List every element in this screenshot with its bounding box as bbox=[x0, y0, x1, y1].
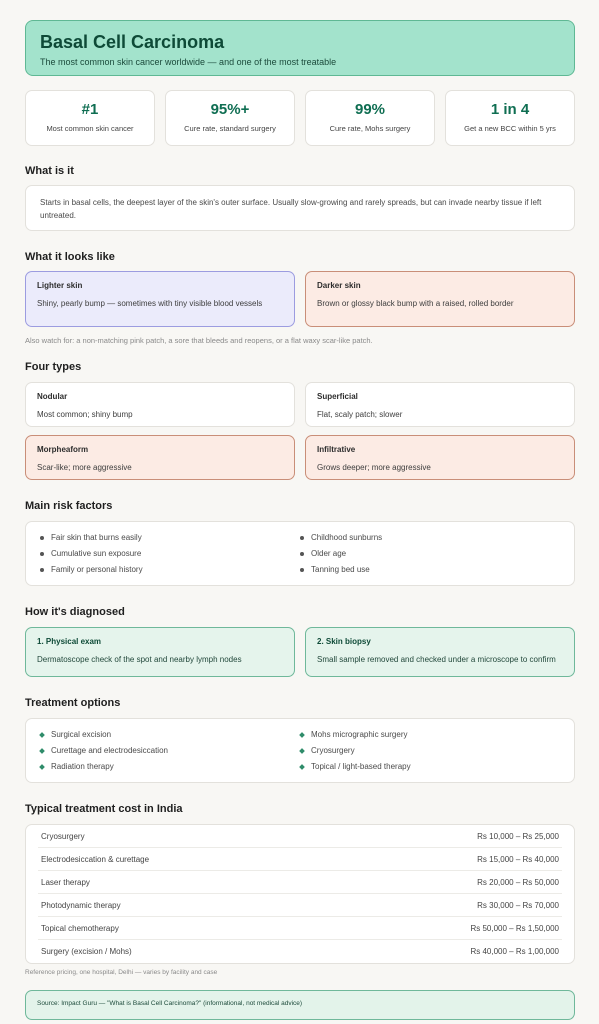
section-title-cost: Typical treatment cost in India bbox=[25, 803, 183, 815]
lighter-skin-body: Shiny, pearly bump — sometimes with tiny visible blood vessels bbox=[37, 299, 263, 308]
cost-note: Reference pricing, one hospital, Delhi — varies by facility and case bbox=[25, 969, 218, 976]
type-card-infiltrative bbox=[305, 435, 575, 480]
diamond-bullet-icon bbox=[39, 732, 45, 738]
what-is-it-body: Starts in basal cells, the deepest layer of the skin's outer surface. Usually slow-growing and rarely spreads, but can invade nearby tissue if left untreated. bbox=[40, 198, 542, 220]
table-row: Photodynamic therapy Rs 30,000 – Rs 70,000 bbox=[38, 894, 562, 917]
type-body: Grows deeper; more aggressive bbox=[317, 463, 431, 472]
list-item: Cryosurgery bbox=[298, 745, 558, 761]
table-row: Laser therapy Rs 20,000 – Rs 50,000 bbox=[38, 871, 562, 894]
stat-card bbox=[445, 90, 575, 146]
type-title: Infiltrative bbox=[317, 445, 356, 454]
header-banner bbox=[25, 20, 575, 76]
diamond-bullet-icon bbox=[299, 764, 305, 770]
stat-value: 95%+ bbox=[210, 101, 250, 118]
lighter-skin-card bbox=[25, 271, 295, 327]
stats-row bbox=[25, 90, 575, 146]
diagnosis-step-physical-exam bbox=[25, 627, 295, 677]
list-item: Family or personal history bbox=[38, 564, 298, 580]
table-row: Topical chemotherapy Rs 50,000 – Rs 1,50,000 bbox=[38, 917, 562, 940]
stat-card bbox=[165, 90, 295, 146]
type-title: Nodular bbox=[37, 392, 68, 401]
type-title: Superficial bbox=[317, 392, 358, 401]
section-title-diagnosis: How it's diagnosed bbox=[25, 606, 125, 618]
page-title: Basal Cell Carcinoma bbox=[40, 32, 225, 52]
diagnosis-step-biopsy bbox=[305, 627, 575, 677]
type-body: Flat, scaly patch; slower bbox=[317, 410, 403, 419]
stat-value: 1 in 4 bbox=[490, 101, 530, 118]
stat-card bbox=[25, 90, 155, 146]
looks-like-note: Also watch for: a non-matching pink patch, a sore that bleeds and reopens, or a flat waxy scar-like patch. bbox=[25, 336, 373, 345]
diagnosis-row bbox=[25, 627, 575, 677]
bullet-icon bbox=[40, 568, 44, 572]
type-title: Morpheaform bbox=[37, 445, 89, 454]
stat-value: 99% bbox=[354, 101, 386, 118]
diamond-bullet-icon bbox=[299, 732, 305, 738]
table-row: Cryosurgery Rs 10,000 – Rs 25,000 bbox=[38, 825, 562, 848]
darker-skin-title: Darker skin bbox=[317, 281, 361, 290]
section-title-risk: Main risk factors bbox=[25, 500, 113, 512]
page-subtitle: The most common skin cancer worldwide — and one of the most treatable bbox=[40, 57, 337, 67]
type-card-nodular bbox=[25, 382, 295, 427]
diamond-bullet-icon bbox=[299, 748, 305, 754]
section-title-types: Four types bbox=[25, 361, 82, 373]
table-row: Surgery (excision / Mohs) Rs 40,000 – Rs 1,00,000 bbox=[41, 947, 559, 956]
bullet-icon bbox=[300, 536, 304, 540]
list-item: Mohs micrographic surgery bbox=[298, 729, 558, 745]
list-item: Curettage and electrodesiccation bbox=[38, 745, 298, 761]
list-item: Childhood sunburns bbox=[298, 532, 558, 548]
diamond-bullet-icon bbox=[39, 748, 45, 754]
risk-col-right bbox=[298, 532, 558, 580]
diamond-bullet-icon bbox=[39, 764, 45, 770]
step-title: 1. Physical exam bbox=[37, 637, 102, 646]
page bbox=[25, 20, 575, 1020]
treatment-col-left bbox=[38, 729, 298, 777]
section-title-looks-like: What it looks like bbox=[25, 251, 115, 263]
what-is-it-card bbox=[25, 185, 575, 231]
list-item: Radiation therapy bbox=[38, 761, 298, 777]
lighter-skin-title: Lighter skin bbox=[37, 281, 83, 290]
step-body: Small sample removed and checked under a microscope to confirm bbox=[317, 655, 556, 664]
list-item: Fair skin that burns easily bbox=[38, 532, 298, 548]
stat-card bbox=[305, 90, 435, 146]
step-title: 2. Skin biopsy bbox=[317, 637, 371, 646]
table-row: Electrodesiccation & curettage Rs 15,000 – Rs 40,000 bbox=[38, 848, 562, 871]
darker-skin-card bbox=[305, 271, 575, 327]
stat-label: Cure rate, Mohs surgery bbox=[329, 124, 411, 133]
list-item: Older age bbox=[298, 548, 558, 564]
risk-factors-card bbox=[25, 521, 575, 586]
source-text: Source: Impact Guru — "What is Basal Cell Carcinoma?" (informational, not medical advice) bbox=[37, 1000, 303, 1007]
type-card-superficial bbox=[305, 382, 575, 427]
type-card-morpheaform bbox=[25, 435, 295, 480]
stat-label: Cure rate, standard surgery bbox=[184, 124, 276, 133]
type-body: Scar-like; more aggressive bbox=[37, 463, 132, 472]
types-row-1 bbox=[25, 382, 575, 427]
stat-label: Most common skin cancer bbox=[46, 124, 134, 133]
bullet-icon bbox=[300, 552, 304, 556]
bullet-icon bbox=[40, 552, 44, 556]
stat-value: #1 bbox=[81, 101, 99, 118]
step-body: Dermatoscope check of the spot and nearby lymph nodes bbox=[37, 655, 242, 664]
list-item: Topical / light-based therapy bbox=[298, 761, 558, 777]
section-title-treatment: Treatment options bbox=[25, 697, 121, 709]
list-item: Tanning bed use bbox=[298, 564, 558, 580]
bullet-icon bbox=[40, 536, 44, 540]
treatment-col-right bbox=[298, 729, 558, 777]
stat-label: Get a new BCC within 5 yrs bbox=[464, 124, 556, 133]
cost-table bbox=[25, 824, 575, 964]
bullet-icon bbox=[300, 568, 304, 572]
list-item: Cumulative sun exposure bbox=[38, 548, 298, 564]
section-title-what-is-it: What is it bbox=[25, 165, 74, 177]
treatment-options-card bbox=[25, 718, 575, 783]
darker-skin-body: Brown or glossy black bump with a raised, rolled border bbox=[317, 299, 514, 308]
types-row-2 bbox=[25, 435, 575, 480]
risk-col-left bbox=[38, 532, 298, 580]
looks-like-row bbox=[25, 271, 575, 327]
source-banner bbox=[25, 990, 575, 1020]
list-item: Surgical excision bbox=[38, 729, 298, 745]
type-body: Most common; shiny bump bbox=[37, 410, 133, 419]
